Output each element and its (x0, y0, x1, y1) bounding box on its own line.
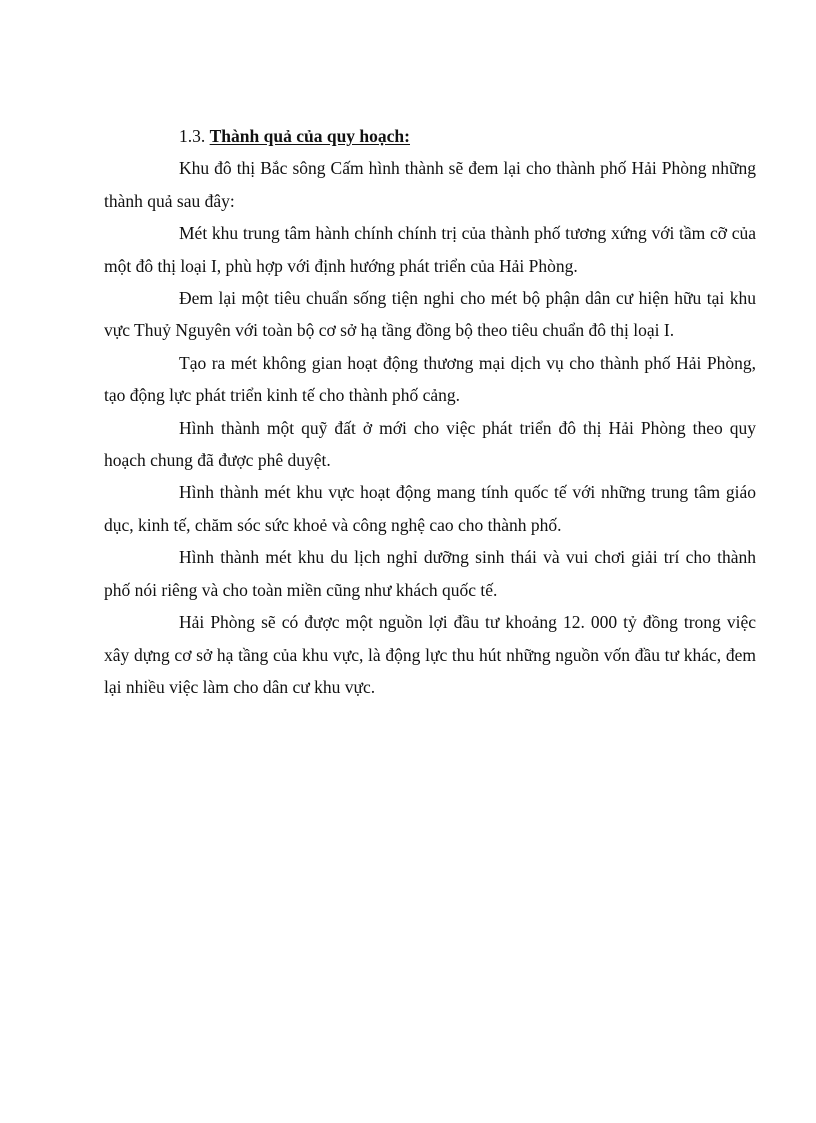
paragraph: Hình thành một quỹ đất ở mới cho việc phát triển đô thị Hải Phòng theo quy hoạch chung đã được phê duyệt. (104, 417, 756, 471)
paragraph: Khu đô thị Bắc sông Cấm hình thành sẽ đem lại cho thành phố Hải Phòng những thành quả sau đây: (104, 158, 756, 211)
paragraph: Hình thành mét khu du lịch nghỉ dưỡng sinh thái và vui chơi giải trí cho thành phố nói riêng và cho toàn miền cũng như khách quốc tế. (104, 547, 756, 600)
section-title: Thành quả của quy hoạch: (209, 126, 410, 146)
paragraph: Hải Phòng sẽ có được một nguồn lợi đầu tư khoảng 12. 000 tỷ đồng trong việc xây dựng cơ sở hạ tầng của khu vực, là động lực thu hút những nguồn vốn đầu tư khác, đem lại nhiều việc làm cho dân cư khu vực. (104, 612, 756, 697)
section-heading (104, 120, 756, 152)
paragraph: Hình thành mét khu vực hoạt động mang tính quốc tế với những trung tâm giáo dục, kinh tế, chăm sóc sức khoẻ và công nghệ cao cho thành phố. (104, 482, 756, 535)
section-number: 1.3. (179, 126, 206, 146)
document-body (104, 120, 756, 703)
paragraph: Đem lại một tiêu chuẩn sống tiện nghi cho mét bộ phận dân cư hiện hữu tại khu vực Thuỷ Nguyên với toàn bộ cơ sở hạ tầng đồng bộ theo tiêu chuẩn đô thị loại I. (104, 288, 756, 341)
paragraph: Mét khu trung tâm hành chính chính trị của thành phố tương xứng với tầm cỡ của một đô thị loại I, phù hợp với định hướng phát triển của Hải Phòng. (104, 223, 756, 276)
paragraph: Tạo ra mét không gian hoạt động thương mại dịch vụ cho thành phố Hải Phòng, tạo động lực phát triển kinh tế cho thành phố cảng. (104, 352, 756, 406)
